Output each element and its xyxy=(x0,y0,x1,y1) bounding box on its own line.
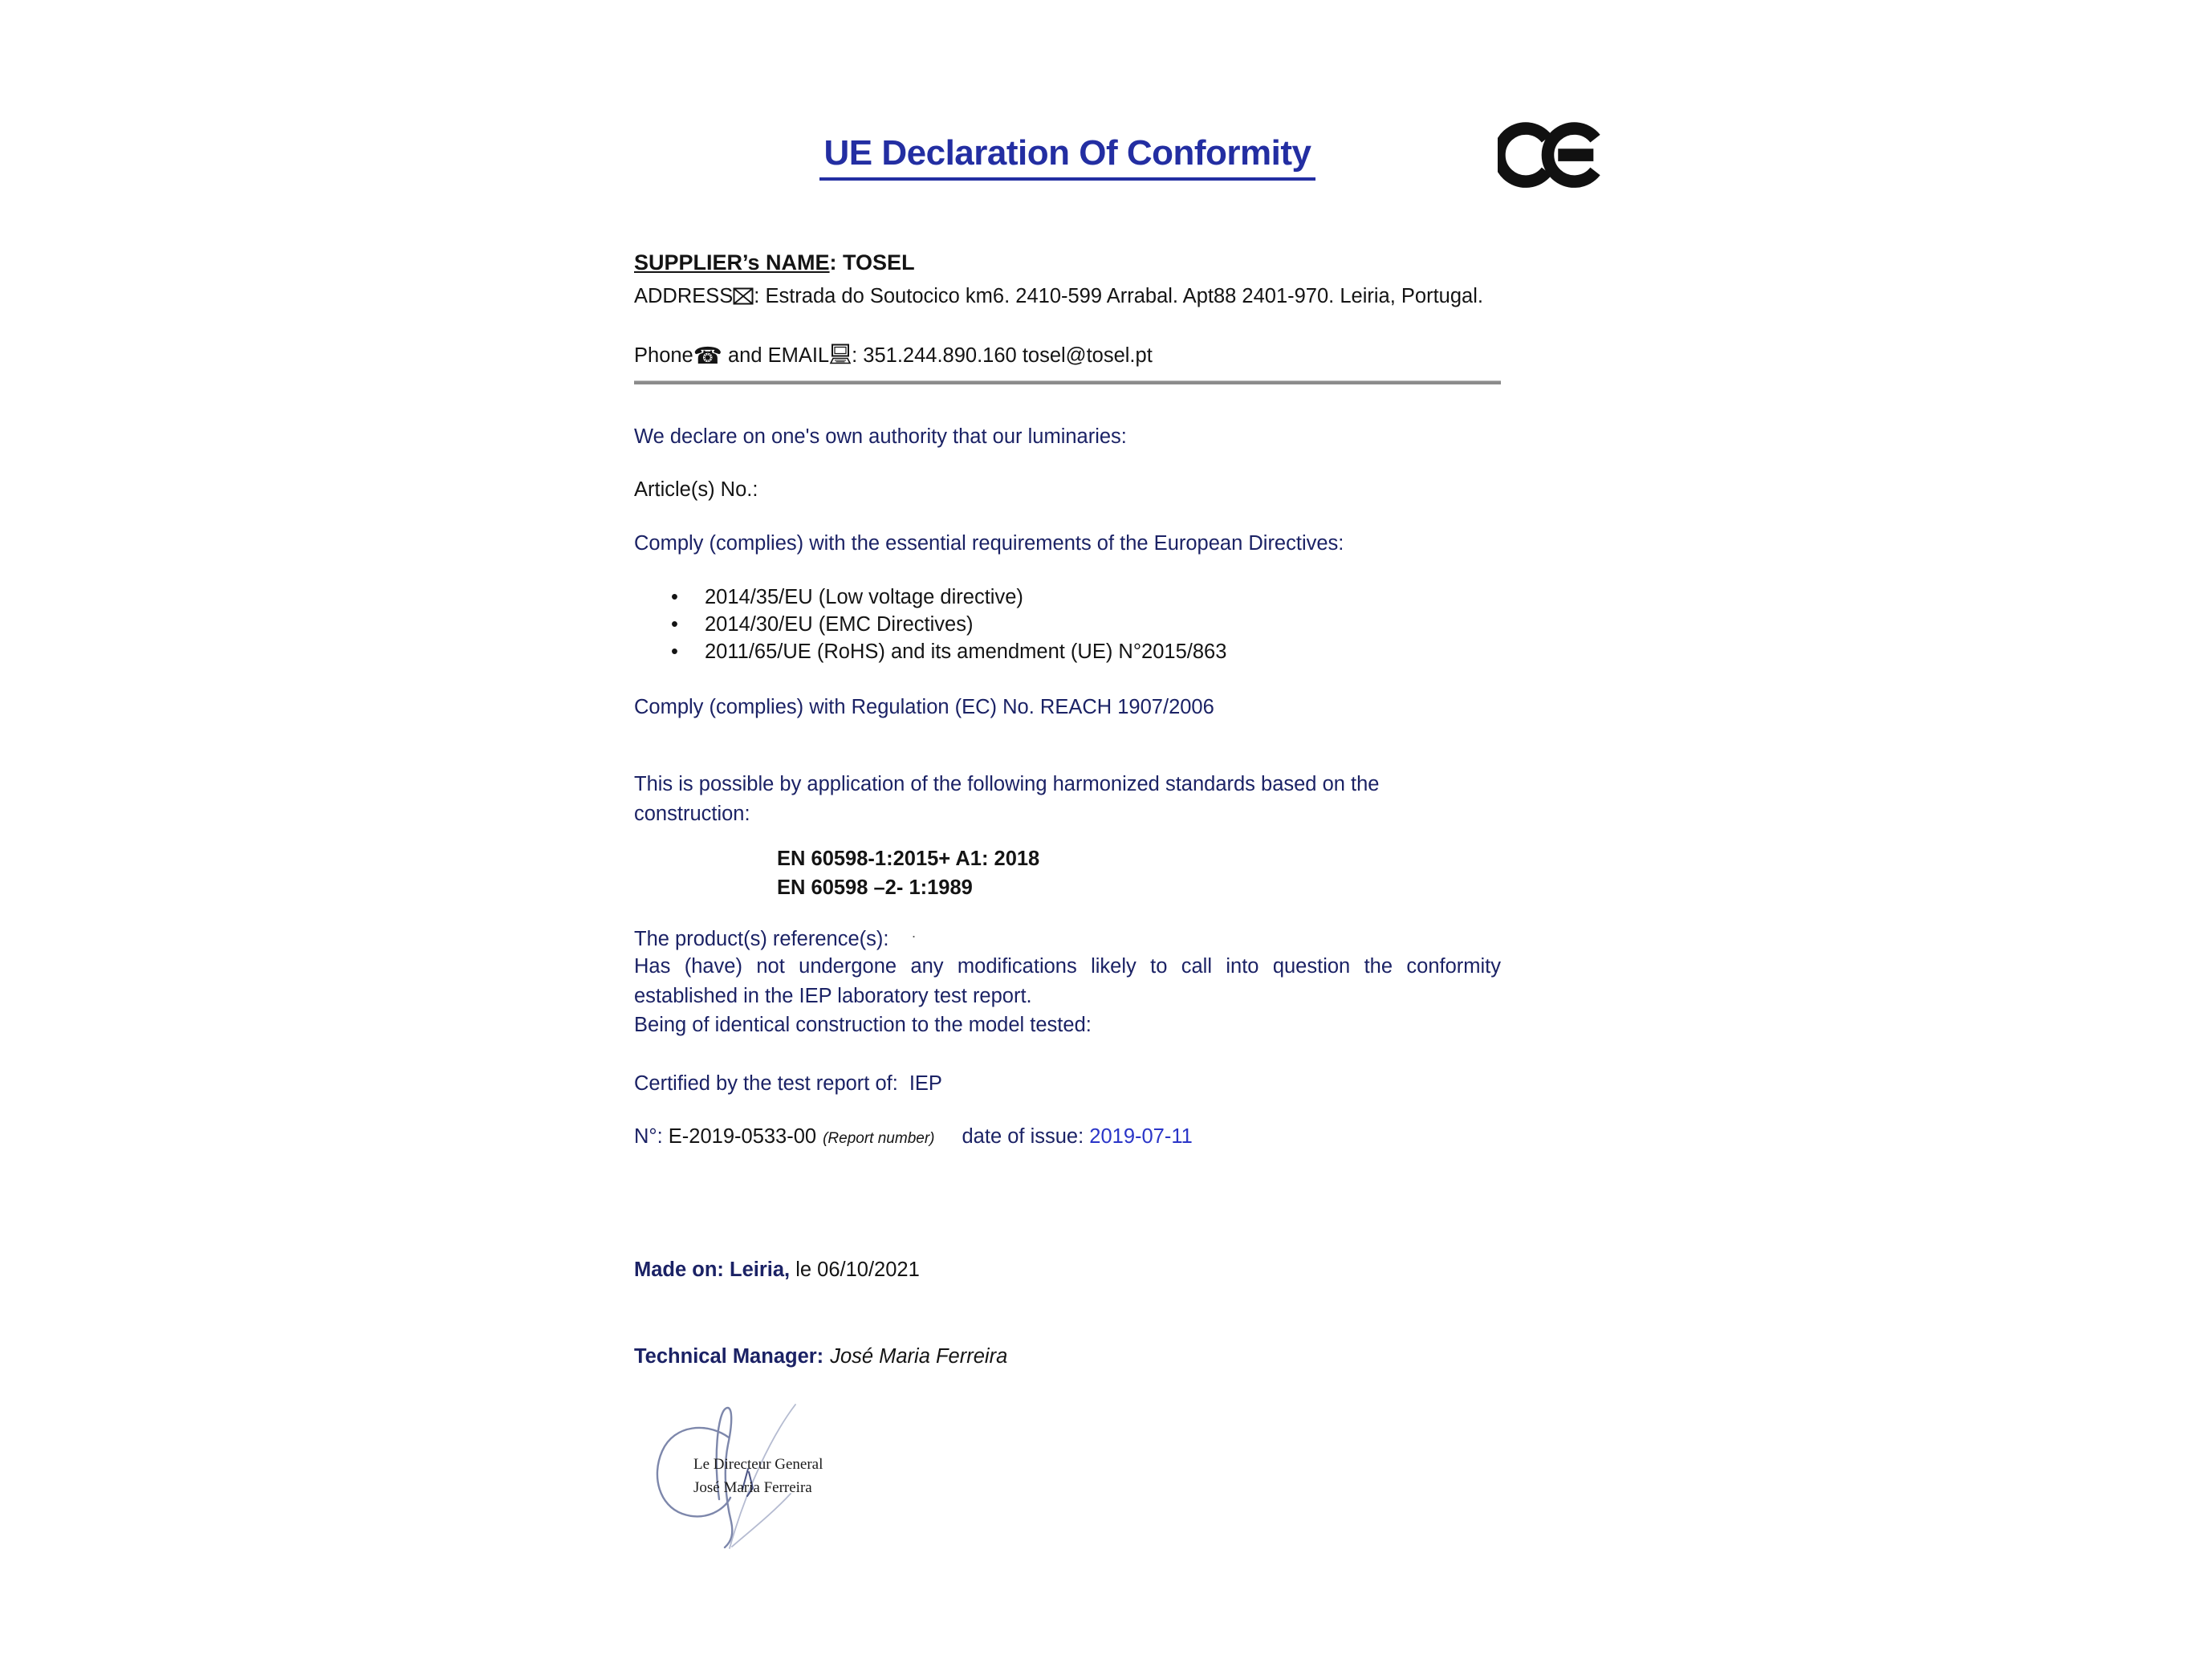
stray-mark: · xyxy=(911,928,917,944)
declaration-sentence: We declare on one's own authority that our luminaries: xyxy=(634,425,1127,448)
construction-statement: Being of identical construction to the model tested: xyxy=(634,1014,1092,1036)
supplier-name-line xyxy=(634,250,1501,275)
technical-manager-name: José Maria Ferreira xyxy=(830,1345,1008,1368)
product-reference-text: The product(s) reference(s): xyxy=(634,928,889,950)
phone-icon: ☎ xyxy=(693,344,722,369)
report-line xyxy=(634,1125,1501,1149)
standards-intro: This is possible by application of the following harmonized standards based on the construction: xyxy=(634,773,1380,825)
phone-label: Phone xyxy=(634,344,693,367)
made-on-line xyxy=(634,1255,1501,1285)
articles-label: Article(s) No.: xyxy=(634,478,758,501)
certified-value: IEP xyxy=(909,1072,942,1095)
signature-title: Le Directeur General xyxy=(693,1456,823,1473)
standard-item: EN 60598 –2- 1:1989 xyxy=(777,876,973,899)
contact-value: : 351.244.890.160 tosel@tosel.pt xyxy=(852,344,1153,367)
email-label: and EMAIL xyxy=(722,344,830,367)
directive-item: • 2014/35/EU (Low voltage directive) xyxy=(634,583,1501,611)
made-on-label: Made on: Leiria, xyxy=(634,1258,791,1281)
envelope-icon xyxy=(733,284,754,314)
address-value: : Estrada do Soutocico km6. 2410-599 Arrabal. Apt88 2401-970. Leiria, Portugal. xyxy=(754,285,1483,307)
supplier-name-value: : TOSEL xyxy=(829,250,915,274)
directive-item: • 2014/30/EU (EMC Directives) xyxy=(634,611,1501,638)
report-note: (Report number) xyxy=(823,1130,935,1147)
supplier-address-line xyxy=(634,282,1501,314)
certified-label: Certified by the test report of: xyxy=(634,1072,898,1095)
address-label: ADDRESS xyxy=(634,285,734,307)
report-number-value: E-2019-0533-00 xyxy=(668,1125,817,1148)
computer-icon xyxy=(829,344,852,373)
issue-date-value: 2019-07-11 xyxy=(1089,1125,1193,1148)
title-row xyxy=(634,133,1501,181)
reach-statement: Comply (complies) with Regulation (EC) No. REACH 1907/2006 xyxy=(634,696,1214,718)
document-title: UE Declaration Of Conformity xyxy=(819,133,1316,181)
directives-list xyxy=(634,583,1501,665)
divider-line xyxy=(634,380,1501,384)
signature-caption xyxy=(693,1453,823,1499)
product-reference-label xyxy=(634,921,1501,954)
standard-item: EN 60598-1:2015+ A1: 2018 xyxy=(777,848,1040,870)
report-number-label: N°: xyxy=(634,1125,663,1148)
ce-mark-icon xyxy=(1498,117,1605,194)
directives-intro: Comply (complies) with the essential requirements of the European Directives: xyxy=(634,532,1344,555)
certified-line xyxy=(634,1069,1501,1099)
supplier-contact-line xyxy=(634,341,1501,373)
technical-manager-line xyxy=(634,1342,1501,1372)
technical-manager-label: Technical Manager: xyxy=(634,1345,824,1368)
made-on-date: le 06/10/2021 xyxy=(795,1258,920,1281)
directive-item: • 2011/65/UE (RoHS) and its amendment (UE) N°2015/863 xyxy=(634,638,1501,665)
supplier-name-label: SUPPLIER’s NAME xyxy=(634,250,830,274)
modification-statement: Has (have) not undergone any modifications likely to call into question the conformity established in the IEP laboratory test report. xyxy=(634,955,1501,1007)
issue-date-label: date of issue: xyxy=(962,1125,1084,1148)
signature-name: José Maria Ferreira xyxy=(693,1479,812,1496)
